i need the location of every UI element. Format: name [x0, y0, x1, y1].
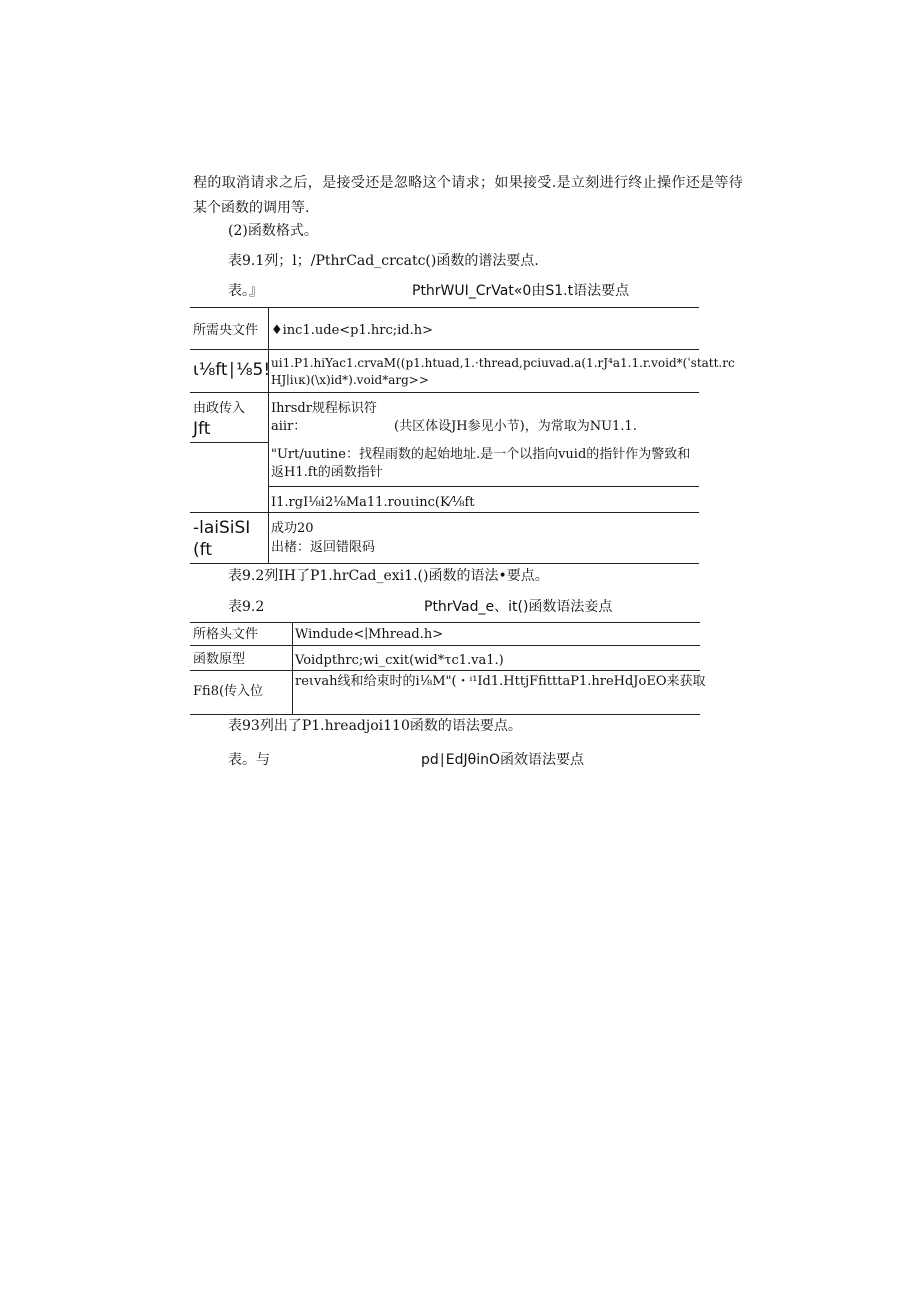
- table2-title: PthrVad_e、it()函数语法妾点: [424, 599, 613, 615]
- table1-label: 表。』: [228, 283, 263, 299]
- table3-label: 表。与: [228, 752, 270, 768]
- table2-rule: [190, 670, 700, 671]
- table1-prototype-label: ι⅛ft∣⅛5!: [193, 360, 271, 380]
- table1-param-1-line-2-rest: (共区体设JH参见小节)，为常取为NU1.1.: [394, 419, 637, 434]
- paragraph-line-2: 某个函数的调用等.: [193, 200, 310, 216]
- table2-header-file-label: 所格头文件: [193, 627, 259, 642]
- paragraph-line-1: 程的取消请求之后，是接受还是忽略这个请求；如果接受.是立刻进行终止操作还是等待: [193, 175, 744, 191]
- table1-top-rule: [190, 307, 699, 308]
- table2-top-rule: [190, 622, 700, 623]
- table1-header-file-value: ♦inc1.ude<p1.hrc;id.h>: [271, 323, 433, 338]
- table1-param-3: I1.rgI⅛i2⅛Ma11.rouιinc(K⁄⅛ft: [271, 495, 475, 510]
- table2-prototype-value: Voidpthrc;wi_cxit(wid*τc1.va1.): [295, 653, 504, 668]
- table1-bottom-rule: [190, 563, 699, 564]
- table1-return-label-line-2: (ft: [193, 540, 212, 560]
- table2-label: 表9.2: [228, 599, 265, 615]
- table2-column-rule: [292, 622, 293, 714]
- table2-params-value: reιvah线和给束时的i⅛M"(・ⁱ¹Id1.HttjFfitttaP1.hreHdJoEO来获取: [295, 674, 706, 689]
- table3-intro: 表93列出了P1.hreadjoi110函数的语法要点。: [228, 718, 522, 734]
- table3-title: pd∣EdJθinO函效语法要点: [421, 752, 584, 768]
- table1-params-label-line-1: 由政传入: [193, 401, 246, 416]
- table1-param-2-line-2: 返H1.ft的函数指针: [271, 465, 383, 480]
- table1-param-1-line-1: Ihrsdr规程标识符: [271, 401, 377, 416]
- table1-prototype-line-2: HJ∣iικ)(\x)id*).void*arg>>: [271, 373, 429, 387]
- table1-param-2-line-1: "Urt/uutine：找程雨数的起始地址.是一个以指向vuid的指针作为警致和: [271, 447, 691, 462]
- table1-intro: 表9.1列；l；/PthrCad_crcatc()函数的谱法要点.: [228, 253, 539, 269]
- table1-rule: [268, 486, 699, 487]
- table1-rule: [190, 442, 268, 443]
- table1-return-label-line-1: -laiSiSI: [193, 518, 251, 538]
- table1-rule: [190, 512, 699, 513]
- table2-bottom-rule: [190, 714, 700, 715]
- table1-return-value-line-2: 出楮：返回错限码: [271, 540, 376, 555]
- table1-rule: [190, 349, 699, 350]
- table2-prototype-label: 函数原型: [193, 652, 246, 667]
- table2-intro: 表9.2列IH了P1.hrCad_exi1.()函数的语法•要点。: [228, 568, 549, 584]
- table2-header-file-value: Windude<∣Mhread.h>: [295, 627, 444, 642]
- table1-param-1-line-2-prefix: aiir：: [271, 419, 307, 434]
- table1-params-label-line-2: Jft: [193, 419, 211, 439]
- table1-rule: [190, 392, 699, 393]
- table1-prototype-line-1: ui1.P1.hiYac1.crvaM((p1.htuad,1.·thread,pciuvad.a(1.rJ⁴a1.1.r.void*(ˈstatt.rc: [271, 356, 735, 370]
- table1-header-file-label: 所需央文件: [193, 323, 259, 338]
- table2-rule: [190, 645, 700, 646]
- table1-return-value-line-1: 成功20: [271, 521, 314, 536]
- table1-column-rule: [268, 307, 269, 563]
- table2-params-label: Ffi8(传入位: [193, 684, 264, 699]
- table1-title: PthrWUI_CrVat«0由S1.t语法要点: [412, 283, 630, 299]
- format-heading: (2)函数格式。: [228, 223, 318, 239]
